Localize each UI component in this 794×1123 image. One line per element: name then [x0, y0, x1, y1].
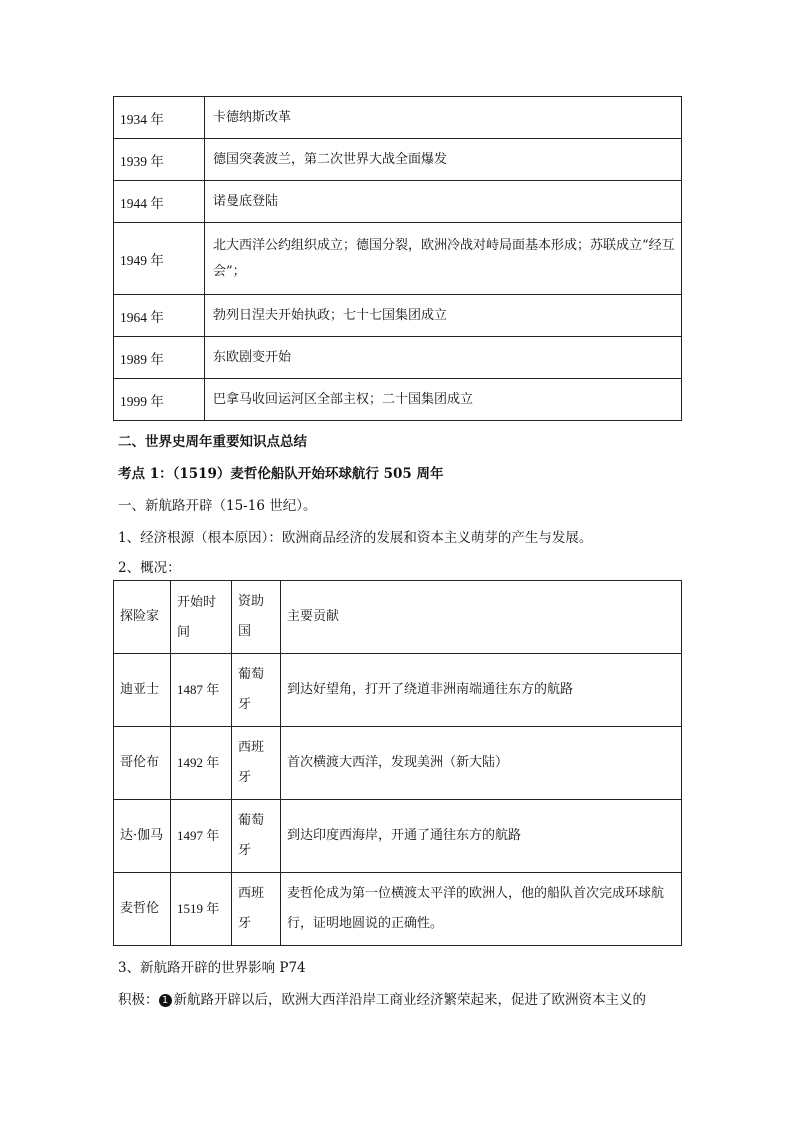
- circled-number: 1: [159, 994, 172, 1007]
- table-row: [114, 873, 682, 946]
- table-row: [114, 181, 682, 223]
- item-overview: 2、概况：: [118, 560, 181, 576]
- explorer-time: 1497 年: [171, 800, 232, 873]
- table-row: [114, 139, 682, 181]
- exam-point-title: 考点 1：（1519）麦哲伦船队开始环球航行 505 周年: [118, 466, 444, 482]
- year-cell: 1964 年: [114, 295, 205, 337]
- table-row: [114, 800, 682, 873]
- header-start-time: 开始时间: [171, 581, 232, 654]
- year-cell: 1999 年: [114, 379, 205, 421]
- item-world-impact: 3、新航路开辟的世界影响 P74: [118, 960, 306, 976]
- explorer-contribution: 到达印度西海岸，开通了通往东方的航路: [281, 800, 682, 873]
- event-cell: 北大西洋公约组织成立；德国分裂，欧洲冷战对峙局面基本形成；苏联成立“经互会”；: [205, 223, 682, 295]
- positive-impact-line: [118, 988, 646, 1008]
- explorer-contribution: 到达好望角，打开了绕道非洲南端通往东方的航路: [281, 654, 682, 727]
- explorers-table: [113, 580, 682, 946]
- explorer-name: 迪亚士: [114, 654, 171, 727]
- table-row: [114, 337, 682, 379]
- item-economic-root: 1、经济根源（根本原因）：欧洲商品经济的发展和资本主义萌芽的产生与发展。: [118, 530, 593, 546]
- event-cell: 诺曼底登陆: [205, 181, 682, 223]
- explorer-name: 达·伽马: [114, 800, 171, 873]
- table-row: [114, 379, 682, 421]
- event-cell: 勃列日涅夫开始执政；七十七国集团成立: [205, 295, 682, 337]
- event-cell: 巴拿马收回运河区全部主权；二十国集团成立: [205, 379, 682, 421]
- heading-new-routes: 一、新航路开辟（15-16 世纪）。: [118, 498, 317, 514]
- explorer-time: 1519 年: [171, 873, 232, 946]
- header-explorer: 探险家: [114, 581, 171, 654]
- explorer-contribution: 麦哲伦成为第一位横渡太平洋的欧洲人，他的船队首次完成环球航行，证明地圆说的正确性。: [281, 873, 682, 946]
- explorer-name: 哥伦布: [114, 727, 171, 800]
- header-contribution: 主要贡献: [281, 581, 682, 654]
- explorer-contribution: 首次横渡大西洋，发现美洲（新大陆）: [281, 727, 682, 800]
- explorer-name: 麦哲伦: [114, 873, 171, 946]
- header-sponsor: 资助国: [232, 581, 281, 654]
- explorer-country: 葡萄牙: [232, 654, 281, 727]
- positive-label: 积极：: [118, 992, 159, 1008]
- event-cell: 卡德纳斯改革: [205, 97, 682, 139]
- positive-text: 新航路开辟以后，欧洲大西洋沿岸工商业经济繁荣起来，促进了欧洲资本主义的: [173, 992, 646, 1008]
- year-cell: 1989 年: [114, 337, 205, 379]
- timeline-table: [113, 96, 682, 421]
- table-row: [114, 223, 682, 295]
- table-header-row: [114, 581, 682, 654]
- section-title: 二、世界史周年重要知识点总结: [118, 434, 307, 450]
- explorer-country: 西班牙: [232, 873, 281, 946]
- event-cell: 东欧剧变开始: [205, 337, 682, 379]
- table-row: [114, 97, 682, 139]
- year-cell: 1939 年: [114, 139, 205, 181]
- table-row: [114, 654, 682, 727]
- explorer-country: 葡萄牙: [232, 800, 281, 873]
- table-row: [114, 295, 682, 337]
- event-cell: 德国突袭波兰，第二次世界大战全面爆发: [205, 139, 682, 181]
- table-row: [114, 727, 682, 800]
- explorer-country: 西班牙: [232, 727, 281, 800]
- explorer-time: 1492 年: [171, 727, 232, 800]
- explorer-time: 1487 年: [171, 654, 232, 727]
- year-cell: 1949 年: [114, 223, 205, 295]
- year-cell: 1934 年: [114, 97, 205, 139]
- year-cell: 1944 年: [114, 181, 205, 223]
